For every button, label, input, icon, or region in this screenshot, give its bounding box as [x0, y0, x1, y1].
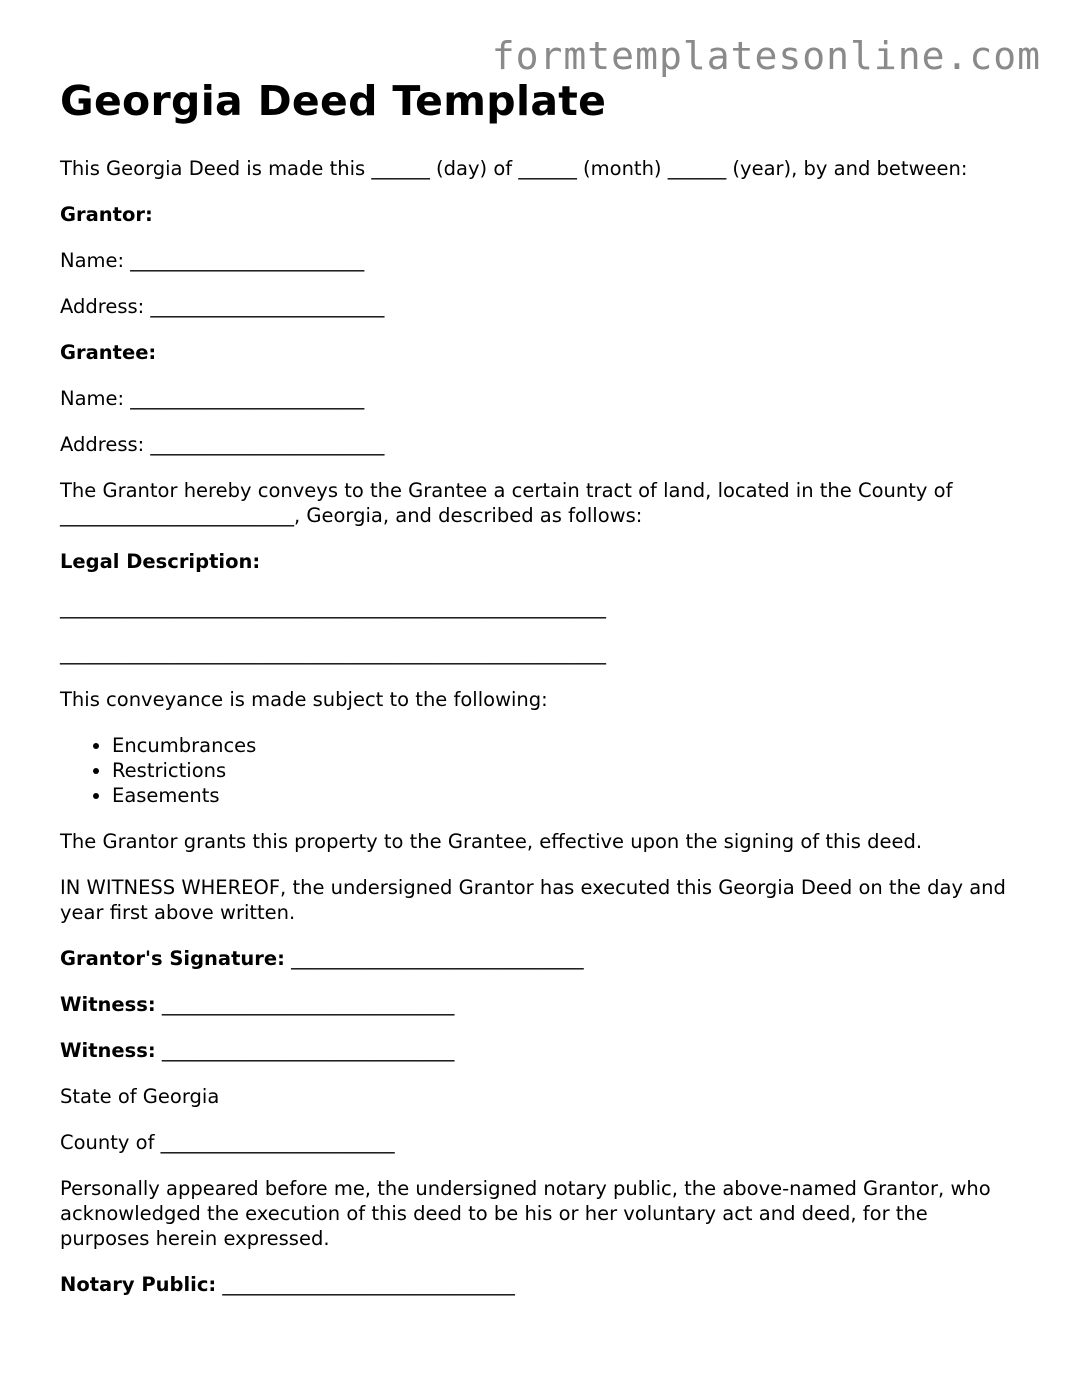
notary-signature-label: Notary Public:: [60, 1273, 217, 1296]
legal-description-heading: Legal Description:: [60, 550, 261, 573]
grantee-name-field: Name: ________________________: [60, 387, 365, 410]
document-body: [60, 74, 1020, 1318]
witness-signature-label: Witness:: [60, 1039, 156, 1062]
notary-signature-line: ______________________________: [222, 1273, 515, 1296]
subject-list: [60, 733, 1020, 808]
grantor-name-field: Name: ________________________: [60, 249, 365, 272]
grant-statement: The Grantor grants this property to the Grantee, effective upon the signing of this deed.: [60, 830, 923, 853]
grantor-heading: Grantor:: [60, 203, 153, 226]
legal-description-line: ________________________________________________________: [60, 642, 606, 665]
notary-acknowledgment: Personally appeared before me, the undersigned notary public, the above-named Grantor, who acknowledged the execution of this deed to be his or her voluntary act and deed, for the purposes herein expressed.: [60, 1177, 991, 1250]
grantor-signature-line: ______________________________: [291, 947, 584, 970]
list-item: • Easements: [112, 783, 1020, 808]
grantor-address-field: Address: ________________________: [60, 295, 385, 318]
subject-intro: This conveyance is made subject to the following:: [60, 688, 548, 711]
grantor-signature-label: Grantor's Signature:: [60, 947, 285, 970]
legal-description-line: ________________________________________________________: [60, 596, 606, 619]
notary-county-field: County of ________________________: [60, 1131, 395, 1154]
witness-statement: IN WITNESS WHEREOF, the undersigned Grantor has executed this Georgia Deed on the day and year first above written.: [60, 876, 1006, 924]
document-title: Georgia Deed Template: [60, 77, 607, 125]
intro-paragraph: This Georgia Deed is made this ______ (day) of ______ (month) ______ (year), by and between:: [60, 157, 968, 180]
grantor-signature-row: [60, 946, 1020, 971]
witness-signature-line: ______________________________: [161, 993, 455, 1016]
list-item: • Encumbrances: [112, 733, 1020, 758]
conveyance-paragraph: The Grantor hereby conveys to the Grantee a certain tract of land, located in the County of ________________________, Georgia, and described as follows:: [60, 479, 953, 527]
witness-signature-label: Witness:: [60, 993, 156, 1016]
grantee-address-field: Address: ________________________: [60, 433, 385, 456]
grantee-heading: Grantee:: [60, 341, 157, 364]
watermark: formtemplatesonline.com: [491, 34, 1041, 78]
list-item: • Restrictions: [112, 758, 1020, 783]
witness-signature-row: [60, 992, 1020, 1017]
witness-signature-row: [60, 1038, 1020, 1063]
notary-state: State of Georgia: [60, 1085, 220, 1108]
notary-signature-row: [60, 1272, 1020, 1297]
witness-signature-line: ______________________________: [161, 1039, 455, 1062]
